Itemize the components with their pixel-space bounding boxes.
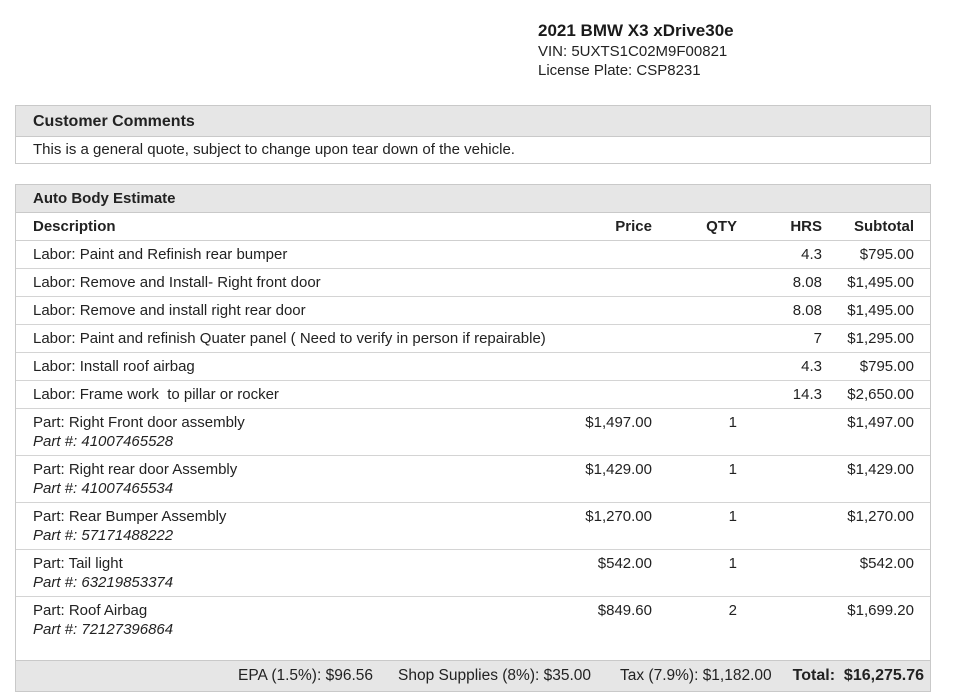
part-row: [16, 597, 930, 644]
labor-subtotal: $1,495.00: [822, 269, 930, 297]
labor-price: [562, 381, 652, 409]
labor-subtotal: $795.00: [822, 353, 930, 381]
labor-qty: [652, 381, 737, 409]
labor-subtotal: $1,495.00: [822, 297, 930, 325]
labor-hrs: 8.08: [737, 269, 822, 297]
part-price: $1,429.00: [562, 456, 652, 503]
part-description: Part: Right Front door assembly: [33, 414, 245, 431]
labor-hrs: 4.3: [737, 241, 822, 269]
vehicle-vin: VIN: 5UXTS1C02M9F00821: [538, 43, 728, 60]
labor-hrs: 4.3: [737, 353, 822, 381]
part-row: [16, 456, 930, 503]
labor-description: Labor: Remove and Install- Right front door: [16, 269, 562, 297]
labor-description: Labor: Paint and refinish Quater panel ( Need to verify in person if repairable): [16, 325, 562, 353]
part-subtotal: $1,699.20: [847, 602, 914, 619]
part-cell: [16, 409, 562, 456]
part-number: Part #: 72127396864: [33, 621, 174, 638]
labor-row: [16, 381, 930, 409]
auto-body-estimate-section: [15, 184, 931, 692]
totals-bar: [16, 660, 930, 691]
labor-qty: [652, 269, 737, 297]
customer-comments-section: [15, 105, 931, 164]
labor-price: [562, 325, 652, 353]
estimate-table: [16, 213, 930, 643]
part-subtotal: $1,270.00: [822, 503, 930, 550]
customer-comments-title: Customer Comments: [16, 106, 930, 137]
estimate-header-row: [16, 213, 930, 241]
part-number: Part #: 41007465528: [33, 433, 174, 450]
labor-hrs: 8.08: [737, 297, 822, 325]
part-cell: [16, 550, 562, 597]
part-hrs: [737, 597, 822, 644]
vehicle-info: [538, 20, 734, 80]
labor-hrs: 7: [737, 325, 822, 353]
part-row: [16, 550, 930, 597]
labor-row: [16, 325, 930, 353]
labor-row: [16, 241, 930, 269]
part-qty: 1: [652, 456, 737, 503]
part-description: Part: Rear Bumper Assembly: [33, 508, 227, 525]
part-row: [16, 409, 930, 456]
labor-subtotal: $2,650.00: [822, 381, 930, 409]
part-price: $1,270.00: [562, 503, 652, 550]
labor-subtotal: $795.00: [822, 241, 930, 269]
labor-price: [562, 297, 652, 325]
labor-description: Labor: Install roof airbag: [16, 353, 562, 381]
part-subtotal: $1,429.00: [822, 456, 930, 503]
labor-description: Labor: Paint and Refinish rear bumper: [16, 241, 562, 269]
labor-row: [16, 353, 930, 381]
part-hrs: [737, 550, 822, 597]
column-header-description: Description: [16, 213, 562, 241]
labor-qty: [652, 297, 737, 325]
part-price: $849.60: [597, 602, 652, 619]
part-description: Part: Tail light: [33, 555, 123, 572]
labor-qty: [652, 353, 737, 381]
column-header-price: Price: [562, 213, 652, 241]
labor-hrs: 14.3: [737, 381, 822, 409]
labor-qty: [652, 325, 737, 353]
part-qty: 1: [652, 550, 737, 597]
shop-supplies-fee: Shop Supplies (8%): $35.00: [398, 667, 592, 684]
customer-comments-text: This is a general quote, subject to change upon tear down of the vehicle.: [33, 141, 515, 158]
part-description: Part: Roof Airbag: [33, 602, 148, 619]
labor-subtotal: $1,295.00: [822, 325, 930, 353]
part-hrs: [737, 503, 822, 550]
part-qty: 1: [652, 503, 737, 550]
part-subtotal: $1,497.00: [822, 409, 930, 456]
part-description: Part: Right rear door Assembly: [33, 461, 238, 478]
part-cell: [16, 597, 562, 644]
labor-price: [562, 241, 652, 269]
labor-price: [562, 353, 652, 381]
grand-total: Total: $16,275.76: [792, 667, 924, 684]
epa-fee: EPA (1.5%): $96.56: [238, 667, 373, 684]
labor-price: [562, 269, 652, 297]
vehicle-license-plate: License Plate: CSP8231: [538, 62, 701, 79]
part-price: $542.00: [562, 550, 652, 597]
part-qty: 1: [652, 409, 737, 456]
tax-amount: Tax (7.9%): $1,182.00: [620, 667, 772, 684]
labor-description: Labor: Remove and install right rear door: [16, 297, 562, 325]
vehicle-name: 2021 BMW X3 xDrive30e: [538, 21, 734, 40]
labor-row: [16, 269, 930, 297]
part-number: Part #: 57171488222: [33, 527, 174, 544]
part-subtotal: $542.00: [822, 550, 930, 597]
column-header-qty: QTY: [652, 213, 737, 241]
part-cell: [16, 503, 562, 550]
part-number: Part #: 63219853374: [33, 574, 174, 591]
estimate-title: Auto Body Estimate: [16, 185, 930, 213]
labor-description: Labor: Frame work to pillar or rocker: [16, 381, 562, 409]
part-qty: 2: [728, 602, 737, 619]
labor-row: [16, 297, 930, 325]
part-number: Part #: 41007465534: [33, 480, 174, 497]
column-header-hrs: HRS: [737, 213, 822, 241]
part-price: $1,497.00: [562, 409, 652, 456]
part-row: [16, 503, 930, 550]
column-header-subtotal: Subtotal: [822, 213, 930, 241]
part-hrs: [737, 409, 822, 456]
labor-qty: [652, 241, 737, 269]
part-hrs: [737, 456, 822, 503]
part-cell: [16, 456, 562, 503]
